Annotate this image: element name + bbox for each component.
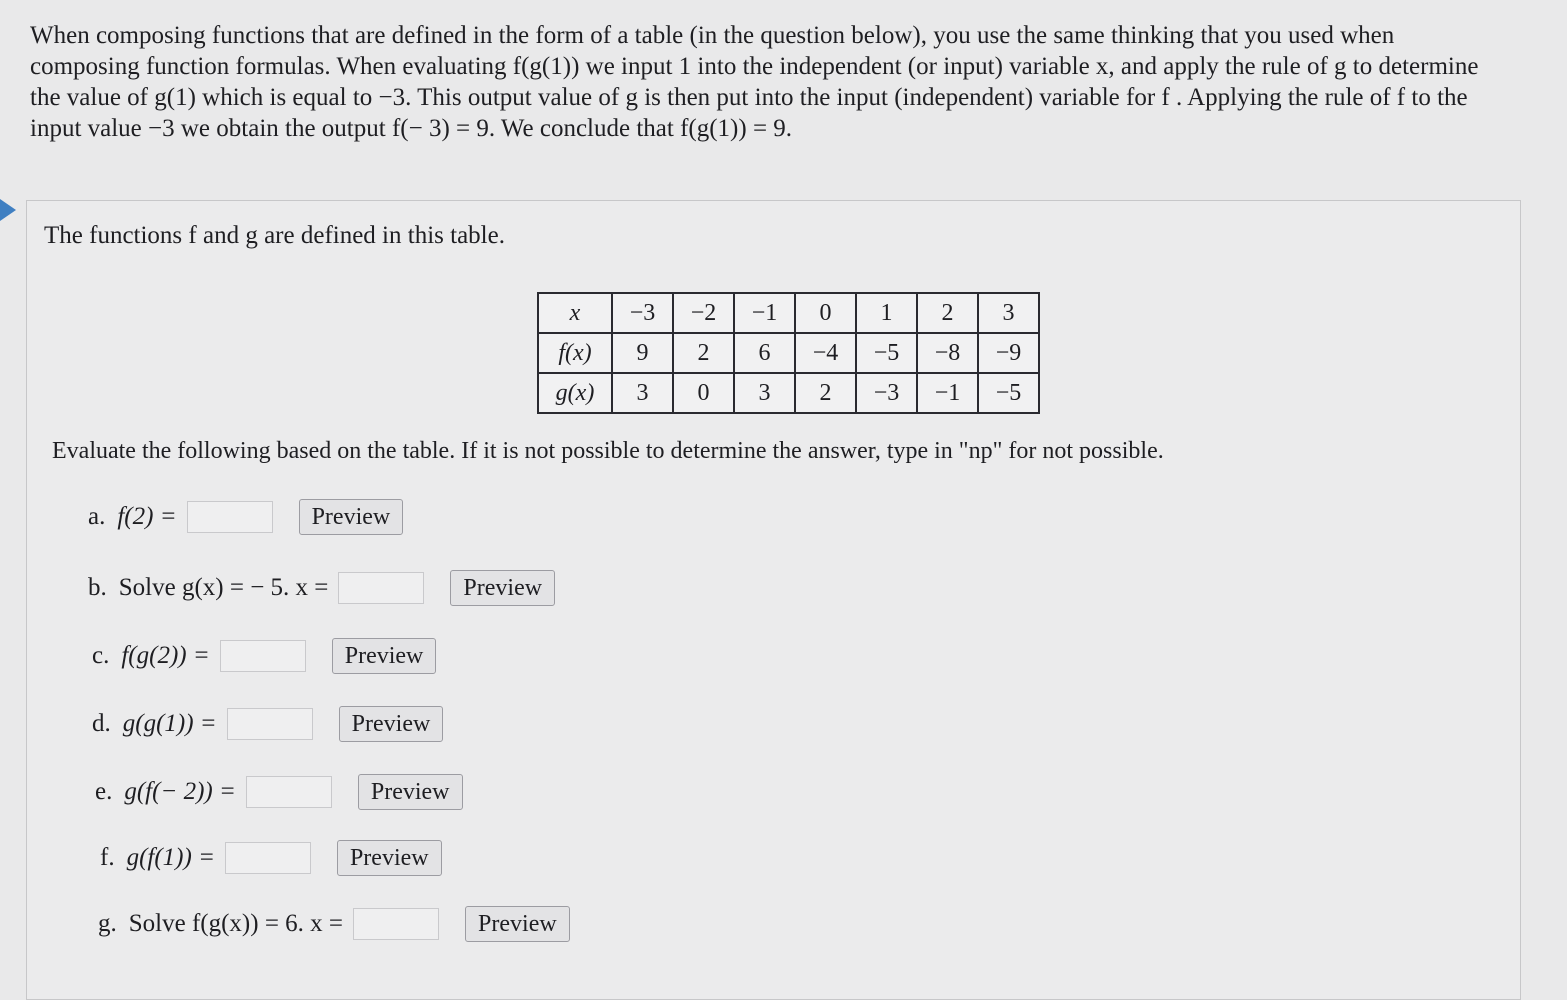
intro-text (30, 20, 1530, 144)
answer-input-e[interactable] (246, 776, 332, 808)
table-cell: 0 (795, 293, 856, 333)
part-c (92, 638, 436, 674)
answer-input-f[interactable] (225, 842, 311, 874)
part-e (95, 774, 463, 810)
intro-line-2: composing function formulas. When evaluating f(g(1)) we input 1 into the independent (or input) variable x, and apply the rule of g to determine (30, 53, 1479, 80)
table-cell: −2 (673, 293, 734, 333)
table-cell: 0 (673, 373, 734, 413)
part-prompt: Solve g(x) = − 5. x = (118, 574, 329, 601)
table-cell: 2 (795, 373, 856, 413)
part-letter: b. (88, 574, 107, 601)
table-cell: −5 (856, 333, 917, 373)
part-prompt: g(g(1)) = (122, 710, 217, 737)
table-cell: −4 (795, 333, 856, 373)
part-prompt: f(g(2)) = (121, 642, 210, 669)
table-cell: −1 (734, 293, 795, 333)
part-letter: e. (95, 778, 113, 805)
answer-input-c[interactable] (220, 640, 306, 672)
part-f (100, 840, 442, 876)
answer-input-g[interactable] (353, 908, 439, 940)
table-cell: 6 (734, 333, 795, 373)
table-cell: 2 (917, 293, 978, 333)
table-cell: g(x) (538, 373, 612, 413)
part-d (92, 706, 443, 742)
table-cell: −1 (917, 373, 978, 413)
table-cell: 1 (856, 293, 917, 333)
part-letter: f. (100, 844, 115, 871)
table-cell: x (538, 293, 612, 333)
table-cell: 2 (673, 333, 734, 373)
table-cell: 3 (612, 373, 673, 413)
question-intro: The functions f and g are defined in this table. (44, 222, 505, 249)
question-arrow-icon (0, 199, 16, 221)
part-letter: c. (92, 642, 110, 669)
preview-button-a[interactable]: Preview (299, 499, 404, 535)
table-cell: −3 (612, 293, 673, 333)
table-cell: 3 (734, 373, 795, 413)
table-row-f (538, 333, 1039, 373)
table-cell: 9 (612, 333, 673, 373)
intro-line-4: input value −3 we obtain the output f(− 3) = 9. We conclude that f(g(1)) = 9. (30, 115, 793, 142)
intro-line-3: the value of g(1) which is equal to −3. This output value of g is then put into the input (independent) variable for f . Applying the rule of f to the (30, 84, 1468, 111)
part-letter: a. (88, 503, 106, 530)
answer-input-d[interactable] (227, 708, 313, 740)
part-b (88, 570, 555, 606)
part-letter: d. (92, 710, 111, 737)
part-letter: g. (98, 910, 117, 937)
part-prompt: f(2) = (117, 503, 177, 530)
table-row-g (538, 373, 1039, 413)
answer-input-b[interactable] (338, 572, 424, 604)
preview-button-g[interactable]: Preview (465, 906, 570, 942)
part-a (88, 499, 403, 535)
part-prompt: g(f(1)) = (126, 844, 215, 871)
intro-line-1: When composing functions that are defined in the form of a table (in the question below), you use the same thinking that you used when (30, 22, 1395, 49)
table-cell: −3 (856, 373, 917, 413)
table-row-x (538, 293, 1039, 333)
table-cell: 3 (978, 293, 1039, 333)
preview-button-d[interactable]: Preview (339, 706, 444, 742)
part-prompt: g(f(− 2)) = (124, 778, 236, 805)
part-prompt: Solve f(g(x)) = 6. x = (128, 910, 344, 937)
part-g (98, 906, 570, 942)
table-cell: −9 (978, 333, 1039, 373)
preview-button-c[interactable]: Preview (332, 638, 437, 674)
instruction-text: Evaluate the following based on the table. If it is not possible to determine the answer, type in "np" for not possible. (52, 438, 1164, 464)
preview-button-f[interactable]: Preview (337, 840, 442, 876)
table-cell: −8 (917, 333, 978, 373)
function-table (537, 292, 1040, 414)
preview-button-e[interactable]: Preview (358, 774, 463, 810)
table-cell: f(x) (538, 333, 612, 373)
answer-input-a[interactable] (187, 501, 273, 533)
table-cell: −5 (978, 373, 1039, 413)
preview-button-b[interactable]: Preview (450, 570, 555, 606)
